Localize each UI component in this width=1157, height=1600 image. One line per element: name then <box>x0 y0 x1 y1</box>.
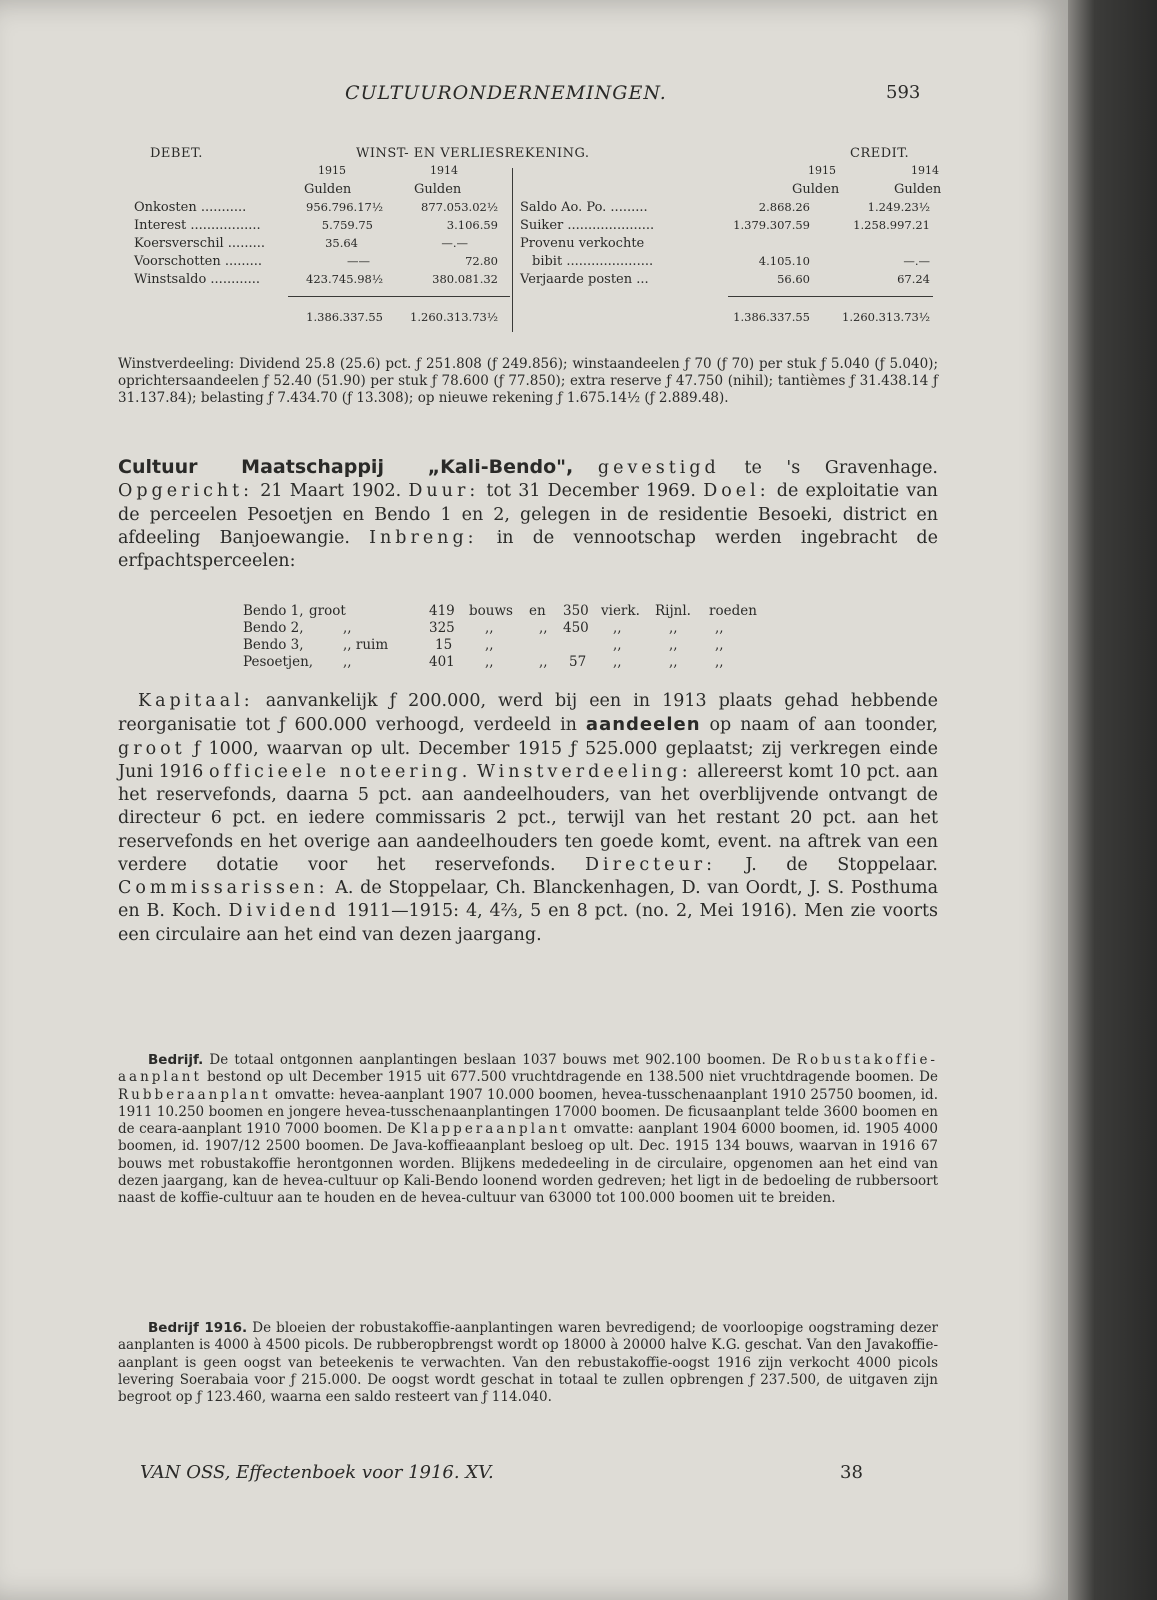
row-value: 5.759.75 <box>321 218 373 232</box>
row-value: 3.106.59 <box>446 218 498 232</box>
purpose-label: Doel: <box>703 481 770 502</box>
founded-date: 21 Maart 1902. <box>260 481 402 502</box>
list-item <box>243 637 843 654</box>
unit-left-2: Gulden <box>414 182 462 197</box>
row-value: 35.64 <box>325 236 358 250</box>
rubber-label: Rubberaanplant <box>118 1086 271 1103</box>
credit-label: CREDIT. <box>850 146 910 161</box>
total-rule-right <box>728 296 933 297</box>
parcel-roeden: 57 <box>569 654 587 670</box>
operations-text-4: omvatte: aanplant 1904 6000 boomen, id. 1905 4000 boomen, id. 1907/12 2500 boomen. De Java-koffieaanplant besloeg op ult. Dec. 1915 134 bouws, waarvan in 1916 67 bouws met robustakoffie herontgonnen worden. Blijkens mededeeling in de circulaire, opgenomen aan het eind van dezen jaargang, kan de hevea-cultuur op Kali-Bendo loonend worden gedreven; het ligt in de bedoeling de rubbersoort naast de koffie-cultuur aan te houden en de hevea-cultuur van 63000 tot 100.000 boomen uit te breiden. <box>118 1121 938 1207</box>
row-label: Suiker ..................... <box>520 218 655 233</box>
parcel-unit: roeden <box>709 603 757 619</box>
profit-dist-label: Winstverdeeling: <box>476 761 692 782</box>
shares-keyword: aandeelen <box>585 714 701 736</box>
running-head <box>0 82 1068 112</box>
total-right-1914: 1.260.313.73½ <box>842 310 930 324</box>
parcel-unit: ,, <box>485 654 494 670</box>
list-item <box>243 620 843 637</box>
parcel-unit: ,, <box>669 637 678 653</box>
total-left-1915: 1.386.337.55 <box>306 310 383 324</box>
director-label: Directeur: <box>585 854 717 875</box>
parcel-unit: Rijnl. <box>655 603 691 619</box>
duration: tot 31 December 1969. <box>486 481 696 502</box>
operations-1916-paragraph <box>118 1320 938 1406</box>
list-item <box>243 603 843 620</box>
contribution-label: Inbreng: <box>369 527 478 548</box>
row-value: 956.796.17½ <box>306 200 383 214</box>
operations-1916-text: De bloeien der robustakoffie-aanplantingen waren bevredigend; de voorloopige oogstraming dezer aanplanten is 4000 à 4500 picols. De rubberopbrengst wordt op 18000 à 20000 halve K.G. geschat. Van den Javakoffie-aanplant is geen oogst van beteekenis te verwachten. Van den rebustakoffie-oogst 1916 zijn verkocht 4000 picols levering Soerabaia voor ƒ 215.000. De oogst wordt geschat in totaal te zullen opbrengen ƒ 237.500, de uitgaven zijn begroot op ƒ 123.460, waarna een saldo resteert van ƒ 114.040. <box>118 1320 939 1406</box>
parcel-roeden: 350 <box>563 603 589 619</box>
operations-text-1: De totaal ontgonnen aanplantingen beslaan 1037 bouws met 902.100 boomen. De <box>209 1052 791 1068</box>
row-label: bibit ..................... <box>532 254 654 269</box>
unit-right-1: Gulden <box>792 182 840 197</box>
row-label: Voorschotten ......... <box>134 254 263 269</box>
row-value: —— <box>347 254 370 268</box>
row-value: 2.868.26 <box>758 200 810 214</box>
parcel-unit: ,, <box>613 654 622 670</box>
seat-city: te 's Gravenhage. <box>744 458 938 478</box>
parcel-unit: ,, <box>715 637 724 653</box>
signature-number: 38 <box>840 1462 863 1483</box>
row-value: 1.258.997.21 <box>853 218 930 232</box>
row-label: Provenu verkochte <box>520 236 645 251</box>
unit-right-2: Gulden <box>894 182 942 197</box>
parcel-size-word: ,, ruim <box>343 637 389 653</box>
debet-label: DEBET. <box>150 146 203 161</box>
dividend-label: Dividend <box>228 901 340 922</box>
parcel-unit: vierk. <box>601 603 640 619</box>
row-value: —.— <box>903 254 930 268</box>
row-value: 1.379.307.59 <box>733 218 810 232</box>
listing-keyword: officieele noteering. <box>208 761 472 782</box>
contribution: in de vennootschap werden ingebracht de erfpachtsperceelen: <box>118 527 938 572</box>
company-intro <box>118 455 938 573</box>
commissioners: A. de Stoppelaar, Ch. Blanckenhagen, D. van Oordt, J. S. Posthuma en B. Koch. <box>118 878 938 922</box>
parcel-size-word: groot <box>309 603 346 619</box>
parcel-name: Pesoetjen, <box>243 654 314 670</box>
robusta-label: Robustakoffie-aanplant <box>118 1052 938 1086</box>
parcel-and: ,, <box>539 620 548 636</box>
company-name: Cultuur Maatschappij „Kali-Bendo", <box>118 456 574 478</box>
total-rule-left <box>288 296 510 297</box>
capital-label: Kapitaal: <box>138 691 254 711</box>
operations-text-3: omvatte: hevea-aanplant 1907 10.000 boomen, hevea-tusschenaanplant 1910 25750 boomen, id. 1911 10.250 boomen en jongere hevea-tusschenaanplantingen 17000 boomen. De ficusaanplant telde 3600 boomen en de ceara-aanplant 1910 7000 boomen. De <box>118 1086 938 1138</box>
row-label: Onkosten ........... <box>134 200 247 215</box>
running-title: CULTUURONDERNEMINGEN. <box>345 82 667 104</box>
year-right-1914: 1914 <box>911 164 939 177</box>
account-divider <box>512 168 513 332</box>
parcel-bouws: 15 <box>435 637 453 653</box>
operations-1916-label: Bedrijf 1916. <box>148 1320 248 1336</box>
parcel-and: ,, <box>539 654 548 670</box>
parcel-name: Bendo 2, <box>243 620 304 636</box>
size-keyword: groot <box>118 738 186 759</box>
commissioners-label: Commissarissen: <box>118 878 329 899</box>
signature-line: VAN OSS, Effectenboek voor 1916. XV. <box>140 1462 494 1483</box>
capital-text-2: op naam of aan toonder, <box>709 715 938 736</box>
year-left-1914: 1914 <box>430 164 458 177</box>
row-label: Saldo Ao. Po. ......... <box>520 200 648 215</box>
capital-paragraph <box>118 690 938 947</box>
parcel-unit: ,, <box>485 620 494 636</box>
row-value: 423.745.98½ <box>306 272 383 286</box>
unit-left-1: Gulden <box>304 182 352 197</box>
row-label: Interest ................. <box>134 218 261 233</box>
parcel-unit: ,, <box>613 637 622 653</box>
profit-dist-text: allereerst komt 10 pct. aan het reservefonds, daarna 5 pct. aan aandeelhouders, van het overblijvende ontvangt de directeur 6 pct. en iedere commissaris 2 pct., terwijl van het restant 20 pct. aan het reservefonds en het overige aan aandeelhouders ten goede komt, event. na aftrek van een verdere dotatie voor het reservefonds. <box>118 761 938 875</box>
total-left-1914: 1.260.313.73½ <box>410 310 498 324</box>
list-item <box>243 654 843 671</box>
parcel-list <box>243 603 843 671</box>
row-value: 877.053.02½ <box>421 200 498 214</box>
seat-label: gevestigd <box>597 458 720 478</box>
parcel-unit: ,, <box>485 637 494 653</box>
account-title: WINST- EN VERLIESREKENING. <box>356 146 590 161</box>
parcel-unit: ,, <box>715 654 724 670</box>
parcel-size-word: ,, <box>343 654 352 670</box>
parcel-unit: ,, <box>715 620 724 636</box>
total-right-1915: 1.386.337.55 <box>733 310 810 324</box>
operations-label: Bedrijf. <box>148 1052 204 1068</box>
parcel-size-word: ,, <box>343 620 352 636</box>
founded-label: Opgericht: <box>118 481 254 502</box>
parcel-unit: ,, <box>669 654 678 670</box>
parcel-and: en <box>529 603 546 619</box>
parcel-bouws: 325 <box>429 620 455 636</box>
capital-text-1: aanvankelijk ƒ 200.000, werd bij een in 1913 plaats gehad hebbende reorganisatie tot ƒ 600.000 verhoogd, verdeeld in <box>118 691 938 736</box>
year-right-1915: 1915 <box>808 164 836 177</box>
row-value: 56.60 <box>777 272 810 286</box>
operations-text-2: bestond op ult December 1915 uit 677.500 vruchtdragende en 138.500 niet vruchtdragende boomen. De <box>207 1069 938 1086</box>
row-label: Verjaarde posten ... <box>520 272 649 287</box>
row-value: 72.80 <box>465 254 498 268</box>
operations-paragraph <box>118 1052 938 1207</box>
parcel-roeden: 450 <box>563 620 589 636</box>
parcel-bouws: 401 <box>429 654 455 670</box>
duration-label: Duur: <box>408 481 480 502</box>
year-left-1915: 1915 <box>318 164 346 177</box>
parcel-name: Bendo 1, <box>243 603 304 619</box>
parcel-name: Bendo 3, <box>243 637 304 653</box>
profit-loss-account <box>118 138 942 338</box>
purpose: de exploitatie van de perceelen Pesoetjen en Bendo 1 en 2, gelegen in de residentie Besoeki, district en afdeeling Banjoewangie. <box>118 481 938 548</box>
parcel-unit: ,, <box>613 620 622 636</box>
book-edge <box>1068 0 1157 1600</box>
row-value: 67.24 <box>897 272 930 286</box>
profit-distribution: Winstverdeeling: Dividend 25.8 (25.6) pct. ƒ 251.808 (ƒ 249.856); winstaandeelen ƒ 70 (ƒ 70) per stuk ƒ 5.040 (ƒ 5.040); oprichtersaandeelen ƒ 52.40 (51.90) per stuk ƒ 78.600 (ƒ 77.850); extra reserve ƒ 47.750 (nihil); tantièmes ƒ 31.438.14 ƒ 31.137.84); belasting ƒ 7.434.70 (ƒ 13.308); op nieuwe rekening ƒ 1.675.14½ (ƒ 2.889.48). <box>118 356 938 406</box>
parcel-unit: ,, <box>669 620 678 636</box>
capital-text-3: ƒ 1000, waarvan op ult. December 1915 ƒ 525.000 geplaatst; zij verkregen einde Juni 1916 <box>118 738 938 782</box>
parcel-unit: bouws <box>469 603 513 619</box>
row-label: Koersverschil ......... <box>134 236 265 251</box>
row-value: 380.081.32 <box>432 272 498 286</box>
row-value: 4.105.10 <box>758 254 810 268</box>
director: J. de Stoppelaar. <box>745 854 938 875</box>
row-value: 1.249.23½ <box>867 200 930 214</box>
coconut-label: Klapperaanplant <box>410 1121 570 1138</box>
parcel-bouws: 419 <box>429 603 455 619</box>
page-number: 593 <box>886 82 921 103</box>
row-label: Winstsaldo ............ <box>134 272 261 287</box>
row-value: —.— <box>441 236 468 250</box>
dividend: 1911—1915: 4, 4⅔, 5 en 8 pct. (no. 2, Mei 1916). Men zie voorts een circulaire aan het eind van dezen jaargang. <box>118 901 938 945</box>
